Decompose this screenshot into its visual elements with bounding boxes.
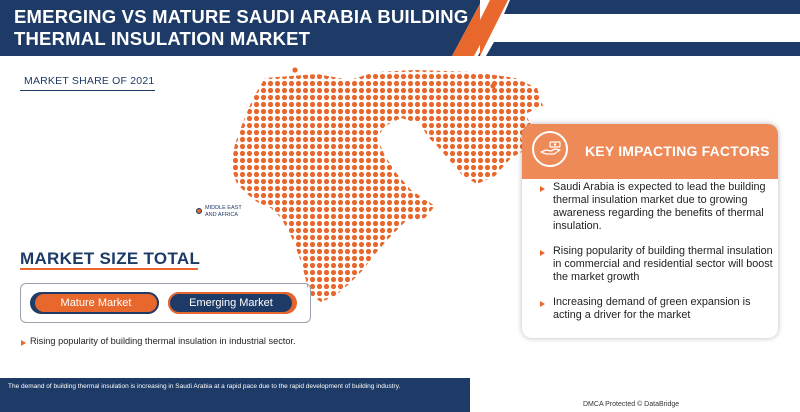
triangle-bullet-icon xyxy=(540,301,545,307)
map-legend-dot xyxy=(196,208,202,214)
market-share-underline xyxy=(20,90,155,91)
key-factor-item: Saudi Arabia is expected to lead the building thermal insulation market due to growing awareness regarding the benefits of thermal insulation. xyxy=(553,181,766,232)
emerging-market-pill: Emerging Market xyxy=(168,292,294,314)
map-legend-label: MIDDLE EAST AND AFRICA xyxy=(205,205,242,218)
left-bullet-text: Rising popularity of building thermal insulation in industrial sector. xyxy=(30,336,296,346)
footer-text: The demand of building thermal insulation is increasing in Saudi Arabia at a rapid pace due to the rapid development of building industry. xyxy=(8,383,401,390)
key-factors-title: KEY IMPACTING FACTORS xyxy=(585,143,770,159)
key-factor-item: Rising popularity of building thermal insulation in commercial and residential sector will boost the market growth xyxy=(553,245,773,283)
dmca-notice: DMCA Protected © DataBridge xyxy=(583,401,680,408)
market-size-title: MARKET SIZE TOTAL xyxy=(20,249,201,268)
hand-icon xyxy=(540,141,562,157)
triangle-bullet-icon xyxy=(540,186,545,192)
triangle-bullet-icon xyxy=(540,250,545,256)
title-banner-right xyxy=(480,0,800,56)
triangle-bullet-icon xyxy=(21,340,26,346)
key-factor-item: Increasing demand of green expansion is acting a driver for the market xyxy=(553,296,751,321)
market-share-label: MARKET SHARE OF 2021 xyxy=(24,75,155,87)
dotted-map xyxy=(225,66,555,310)
mature-market-pill: Mature Market xyxy=(33,292,159,314)
page-title: EMERGING VS MATURE SAUDI ARABIA BUILDING THERMAL INSULATION MARKET xyxy=(14,6,469,49)
market-size-underline xyxy=(20,268,198,270)
